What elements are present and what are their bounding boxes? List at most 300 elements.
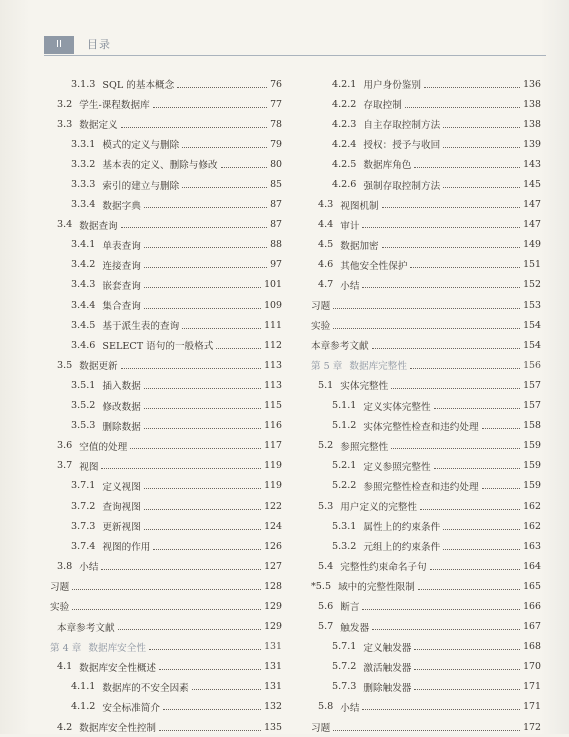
toc-entry-title: 小结 — [79, 562, 99, 574]
toc-entry[interactable] — [50, 295, 282, 315]
toc-leader-dots — [434, 468, 521, 469]
toc-page-number: 172 — [523, 721, 541, 733]
toc-entry-number: 5.3.1 — [332, 520, 357, 532]
toc-entry-number: 3.5 — [57, 359, 73, 371]
toc-entry[interactable] — [311, 114, 541, 134]
toc-page-number: 159 — [523, 480, 541, 492]
toc-leader-dots — [101, 468, 261, 469]
toc-leader-dots — [443, 127, 520, 128]
toc-page-number: 135 — [264, 721, 282, 733]
toc-page-number: 138 — [523, 98, 541, 110]
toc-entry[interactable] — [311, 436, 541, 456]
page-header — [44, 36, 546, 54]
toc-entry-title: 习题 — [311, 723, 331, 735]
toc-page-number: 87 — [270, 199, 282, 211]
toc-entry[interactable] — [50, 74, 282, 94]
toc-entry[interactable] — [50, 496, 282, 516]
toc-entry[interactable] — [311, 697, 541, 717]
toc-entry[interactable] — [50, 456, 282, 476]
toc-entry-number: 5.3.2 — [332, 540, 357, 552]
toc-leader-dots — [144, 428, 261, 429]
toc-page-number: 129 — [264, 621, 282, 633]
toc-entry[interactable] — [311, 134, 541, 154]
toc-entry[interactable] — [50, 94, 282, 114]
toc-entry-title: 数据查询 — [79, 220, 118, 232]
toc-entry-number: 3.3.3 — [71, 179, 96, 191]
toc-entry-number: 4.7 — [318, 279, 334, 291]
toc-entry-number: 4.3 — [318, 199, 334, 211]
toc-leader-dots — [144, 207, 267, 208]
toc-entry-title: 小结 — [340, 702, 360, 714]
toc-entry[interactable] — [311, 556, 541, 576]
toc-leader-dots — [434, 408, 521, 409]
toc-leader-dots — [333, 730, 520, 731]
toc-page-number: 79 — [270, 138, 282, 150]
toc-leader-dots — [333, 328, 520, 329]
toc-entry[interactable] — [311, 456, 541, 476]
toc-entry-number: 3.2 — [57, 98, 73, 110]
toc-entry-title: 参照完整性 — [340, 441, 389, 453]
toc-leader-dots — [182, 328, 261, 329]
toc-entry[interactable] — [311, 375, 541, 395]
toc-entry-title: 授权：授予与收回 — [363, 140, 441, 152]
toc-entry-number: 3.7.3 — [71, 520, 96, 532]
toc-entry-title: 数据加密 — [340, 240, 379, 252]
toc-entry-number: 5.2.2 — [332, 480, 357, 492]
toc-leader-dots — [410, 368, 520, 369]
toc-entry-number: 第 4 章 — [50, 642, 82, 654]
toc-leader-dots — [420, 509, 520, 510]
toc-entry-title: 数据库完整性 — [349, 361, 407, 373]
toc-entry[interactable] — [311, 596, 541, 616]
toc-entry-number: 4.2.6 — [332, 179, 357, 191]
toc-entry-title: 实验 — [311, 321, 331, 333]
toc-column-right — [311, 74, 541, 737]
toc-entry-title: SQL 的基本概念 — [102, 80, 175, 92]
toc-leader-dots — [182, 187, 267, 188]
toc-entry[interactable] — [311, 476, 541, 496]
toc-page-number: 154 — [523, 319, 541, 331]
toc-entry-title: 用户定义的完整性 — [340, 502, 418, 514]
toc-page-number: 131 — [264, 681, 282, 693]
toc-page-number: 167 — [523, 621, 541, 633]
toc-entry-title: 实验 — [50, 602, 70, 614]
toc-page-number: 132 — [264, 701, 282, 713]
toc-entry[interactable] — [50, 235, 282, 255]
toc-leader-dots — [414, 167, 520, 168]
toc-chapter-entry[interactable] — [50, 637, 282, 657]
toc-leader-dots — [144, 308, 261, 309]
toc-entry-number: 5.7 — [318, 621, 334, 633]
toc-entry[interactable] — [311, 576, 541, 596]
toc-page-number: 87 — [270, 219, 282, 231]
toc-leader-dots — [391, 448, 520, 449]
toc-leader-dots — [443, 147, 520, 148]
toc-entry-number: 4.2.4 — [332, 138, 357, 150]
toc-page-number: 131 — [264, 661, 282, 673]
toc-entry-number: 3.5.3 — [71, 420, 96, 432]
toc-entry-number: 5.1.2 — [332, 420, 357, 432]
toc-leader-dots — [144, 488, 261, 489]
toc-entry-number: 5.6 — [318, 600, 334, 612]
toc-column-left — [50, 74, 282, 737]
toc-entry-number: 5.1 — [318, 379, 334, 391]
toc-leader-dots — [121, 227, 267, 228]
toc-entry[interactable] — [311, 74, 541, 94]
toc-entry-number: 4.5 — [318, 239, 334, 251]
toc-leader-dots — [182, 147, 267, 148]
toc-leader-dots — [424, 87, 520, 88]
toc-entry-number: 3.4.6 — [71, 339, 96, 351]
toc-leader-dots — [177, 87, 267, 88]
toc-leader-dots — [482, 488, 521, 489]
toc-page-number: 157 — [523, 379, 541, 391]
toc-entry-number: 4.1.1 — [71, 681, 96, 693]
toc-page-number: 154 — [523, 339, 541, 351]
toc-leader-dots — [418, 589, 520, 590]
toc-leader-dots — [149, 649, 261, 650]
toc-entry-number: 3.3.1 — [71, 138, 96, 150]
toc-entry-title: 学生-课程数据库 — [79, 100, 150, 112]
toc-entry-number: 3.3.2 — [71, 158, 96, 170]
toc-entry[interactable] — [311, 154, 541, 174]
toc-entry-title: 数据字典 — [102, 200, 141, 212]
toc-entry-title: 完整性约束命名子句 — [340, 562, 427, 574]
toc-entry-number: 5.1.1 — [332, 400, 357, 412]
toc-leader-dots — [144, 287, 261, 288]
toc-page-number: 165 — [523, 580, 541, 592]
toc-entry-title: 元组上的约束条件 — [363, 542, 441, 554]
toc-leader-dots — [410, 267, 520, 268]
toc-entry[interactable] — [50, 476, 282, 496]
toc-entry[interactable] — [50, 174, 282, 194]
toc-page-number: 159 — [523, 460, 541, 472]
toc-entry-number: 3.7.1 — [71, 480, 96, 492]
toc-leader-dots — [221, 167, 268, 168]
toc-page-number: 157 — [523, 400, 541, 412]
toc-entry[interactable] — [50, 315, 282, 335]
toc-entry[interactable] — [50, 536, 282, 556]
toc-entry[interactable] — [311, 215, 541, 235]
toc-entry[interactable] — [50, 416, 282, 436]
toc-entry-title: 实体完整性 — [340, 381, 389, 393]
toc-entry[interactable] — [50, 335, 282, 355]
toc-leader-dots — [362, 287, 520, 288]
toc-leader-dots — [72, 609, 261, 610]
toc-entry-number: *5.5 — [311, 580, 332, 592]
toc-leader-dots — [333, 308, 520, 309]
toc-entry[interactable] — [311, 195, 541, 215]
toc-page-number: 115 — [264, 400, 282, 412]
toc-entry[interactable] — [311, 516, 541, 536]
toc-entry-title: 单表查询 — [102, 240, 141, 252]
toc-entry[interactable] — [311, 416, 541, 436]
toc-entry-number: 4.6 — [318, 259, 334, 271]
toc-page-number: 162 — [523, 500, 541, 512]
toc-entry-number: 3.4.2 — [71, 259, 96, 271]
toc-page-number: 152 — [523, 279, 541, 291]
toc-entry-title: 索引的建立与删除 — [102, 180, 180, 192]
toc-page-number: 139 — [523, 138, 541, 150]
toc-leader-dots — [130, 448, 261, 449]
toc-entry[interactable] — [50, 657, 282, 677]
toc-entry[interactable] — [311, 657, 541, 677]
toc-leader-dots — [405, 107, 520, 108]
toc-entry[interactable] — [50, 375, 282, 395]
toc-entry[interactable] — [311, 496, 541, 516]
toc-entry[interactable] — [311, 295, 541, 315]
header-title: 目录 — [87, 38, 111, 51]
toc-entry-number: 3.6 — [57, 440, 73, 452]
toc-page-number: 131 — [264, 641, 282, 653]
toc-page-number: 101 — [264, 279, 282, 291]
toc-entry-title: 激活触发器 — [363, 662, 412, 674]
toc-entry-title: 数据库安全性概述 — [79, 662, 157, 674]
toc-entry-title: 域中的完整性限制 — [338, 582, 415, 594]
toc-leader-dots — [144, 509, 261, 510]
toc-entry[interactable] — [50, 617, 282, 637]
toc-entry-title: 定义视图 — [102, 481, 141, 493]
toc-page-number: 112 — [264, 339, 282, 351]
toc-entry-title: 自主存取控制方法 — [363, 120, 441, 132]
toc-entry-title: 习题 — [311, 301, 331, 313]
toc-leader-dots — [118, 629, 262, 630]
toc-entry-number: 第 5 章 — [311, 361, 343, 373]
toc-entry-number: 3.7.2 — [71, 500, 96, 512]
toc-entry[interactable] — [311, 637, 541, 657]
toc-entry-title: 基本表的定义、删除与修改 — [102, 160, 218, 172]
page-number-badge: II — [44, 36, 74, 54]
toc-leader-dots — [430, 569, 520, 570]
toc-page-number: 159 — [523, 440, 541, 452]
toc-page-number: 126 — [264, 540, 282, 552]
toc-entry-title: 习题 — [50, 582, 70, 594]
toc-entry-title: 安全标准简介 — [102, 702, 160, 714]
toc-entry[interactable] — [50, 154, 282, 174]
toc-entry[interactable] — [311, 255, 541, 275]
toc-leader-dots — [144, 388, 261, 389]
toc-entry-title: 小结 — [340, 280, 360, 292]
toc-page-number: 145 — [523, 179, 541, 191]
toc-entry[interactable] — [311, 315, 541, 335]
toc-page-number: 171 — [523, 681, 541, 693]
toc-leader-dots — [144, 529, 261, 530]
toc-entry[interactable] — [311, 717, 541, 737]
toc-entry[interactable] — [311, 275, 541, 295]
toc-leader-dots — [382, 207, 520, 208]
toc-entry-number: 3.4.4 — [71, 299, 96, 311]
toc-leader-dots — [121, 127, 267, 128]
toc-entry-number: 3.8 — [57, 560, 73, 572]
toc-page-number: 164 — [523, 560, 541, 572]
toc-page-number: 166 — [523, 600, 541, 612]
toc-entry[interactable] — [50, 195, 282, 215]
toc-entry-number: 3.7 — [57, 460, 73, 472]
toc-entry[interactable] — [311, 617, 541, 637]
toc-page-number: 162 — [523, 520, 541, 532]
toc-page-number: 117 — [264, 440, 282, 452]
toc-entry[interactable] — [50, 677, 282, 697]
toc-chapter-entry[interactable] — [311, 355, 541, 375]
toc-entry-number: 4.2 — [57, 721, 73, 733]
toc-page-number: 147 — [523, 219, 541, 231]
toc-page-number: 158 — [523, 420, 541, 432]
toc-page-number: 151 — [523, 259, 541, 271]
toc-entry-title: 插入数据 — [102, 381, 141, 393]
toc-page-number: 116 — [264, 420, 282, 432]
toc-page-number: 122 — [264, 500, 282, 512]
header-divider — [44, 55, 546, 56]
toc-entry[interactable] — [50, 556, 282, 576]
toc-entry[interactable] — [311, 94, 541, 114]
toc-entry[interactable] — [311, 335, 541, 355]
toc-entry[interactable] — [50, 396, 282, 416]
toc-entry-number: 4.1 — [57, 661, 73, 673]
toc-entry-title: 集合查询 — [102, 301, 141, 313]
toc-entry-number: 3.5.2 — [71, 400, 96, 412]
toc-entry-title: 定义触发器 — [363, 642, 412, 654]
toc-leader-dots — [414, 669, 520, 670]
toc-entry-title: 修改数据 — [102, 401, 141, 413]
toc-entry-number: 4.4 — [318, 219, 334, 231]
toc-entry-title: 数据库安全性控制 — [79, 723, 157, 735]
toc-page-number: 156 — [523, 359, 541, 371]
toc-entry-number: 5.7.3 — [332, 681, 357, 693]
toc-entry[interactable] — [50, 596, 282, 616]
toc-leader-dots — [362, 227, 520, 228]
toc-leader-dots — [391, 388, 520, 389]
toc-entry[interactable] — [50, 275, 282, 295]
toc-leader-dots — [121, 368, 261, 369]
toc-leader-dots — [382, 247, 520, 248]
toc-entry-number: 4.2.3 — [332, 118, 357, 130]
toc-entry-number: 5.2.1 — [332, 460, 357, 472]
toc-leader-dots — [362, 709, 520, 710]
toc-entry[interactable] — [311, 174, 541, 194]
toc-page-number: 80 — [270, 158, 282, 170]
toc-entry[interactable] — [50, 436, 282, 456]
toc-page-number: 153 — [523, 299, 541, 311]
toc-entry-number: 3.3.4 — [71, 199, 96, 211]
toc-entry[interactable] — [50, 717, 282, 737]
toc-entry-title: 基于派生表的查询 — [102, 321, 180, 333]
toc-leader-dots — [482, 428, 521, 429]
toc-leader-dots — [192, 689, 261, 690]
toc-entry-title: 数据库角色 — [363, 160, 412, 172]
toc-page-number: 136 — [523, 78, 541, 90]
toc-entry-title: 属性上的约束条件 — [363, 522, 441, 534]
toc-entry[interactable] — [50, 516, 282, 536]
toc-leader-dots — [362, 609, 520, 610]
toc-entry-number: 4.2.1 — [332, 78, 357, 90]
toc-page-number: 113 — [264, 379, 282, 391]
toc-entry-title: 定义参照完整性 — [363, 461, 431, 473]
toc-entry[interactable] — [311, 536, 541, 556]
toc-page-number: 143 — [523, 158, 541, 170]
toc-entry-title: 数据库安全性 — [88, 642, 146, 654]
toc-entry[interactable] — [50, 134, 282, 154]
toc-entry-title: 本章参考文献 — [57, 622, 115, 634]
toc-entry[interactable] — [50, 576, 282, 596]
toc-page-number: 171 — [523, 701, 541, 713]
toc-leader-dots — [144, 247, 267, 248]
toc-entry-number: 5.4 — [318, 560, 334, 572]
toc-entry-title: 查询视图 — [102, 502, 141, 514]
toc-entry-title: 模式的定义与删除 — [102, 140, 180, 152]
toc-entry-title: 连接查询 — [102, 260, 141, 272]
toc-leader-dots — [163, 709, 261, 710]
toc-page-number: 119 — [264, 480, 282, 492]
toc-entry-number: 5.7.2 — [332, 661, 357, 673]
toc-page-number: 85 — [270, 179, 282, 191]
toc-leader-dots — [372, 629, 520, 630]
toc-page-number: 78 — [270, 118, 282, 130]
toc-entry-title: SELECT 语句的一般格式 — [102, 341, 214, 353]
toc-entry-number: 4.1.2 — [71, 701, 96, 713]
toc-entry-title: 数据定义 — [79, 120, 118, 132]
toc-entry-title: 视图机制 — [340, 200, 379, 212]
toc-entry-title: 用户身份鉴别 — [363, 80, 421, 92]
toc-page-number: 111 — [264, 319, 282, 331]
toc-page-number: 127 — [264, 560, 282, 572]
toc-entry-title: 强制存取控制方法 — [363, 180, 441, 192]
toc-entry-title: 其他安全性保护 — [340, 260, 408, 272]
toc-page-number: 168 — [523, 641, 541, 653]
toc-page-number: 124 — [264, 520, 282, 532]
toc-page-number: 97 — [270, 259, 282, 271]
toc-page-number: 77 — [270, 98, 282, 110]
toc-entry[interactable] — [50, 697, 282, 717]
toc-leader-dots — [159, 669, 261, 670]
toc-entry-title: 定义实体完整性 — [363, 401, 431, 413]
toc-leader-dots — [414, 689, 520, 690]
toc-entry-number: 4.2.5 — [332, 158, 357, 170]
toc-entry-number: 5.8 — [318, 701, 334, 713]
toc-page-number: 147 — [523, 199, 541, 211]
toc-entry[interactable] — [50, 355, 282, 375]
toc-leader-dots — [72, 589, 261, 590]
toc-entry[interactable] — [311, 677, 541, 697]
toc-entry-title: 更新视图 — [102, 522, 141, 534]
toc-page-number: 109 — [264, 299, 282, 311]
toc-entry-number: 5.3 — [318, 500, 334, 512]
toc-page-number: 113 — [264, 359, 282, 371]
toc-entry-number: 3.4.5 — [71, 319, 96, 331]
toc-entry-number: 5.7.1 — [332, 641, 357, 653]
toc-entry[interactable] — [50, 255, 282, 275]
toc-leader-dots — [101, 569, 261, 570]
toc-entry-number: 4.2.2 — [332, 98, 357, 110]
toc-entry-title: 删除触发器 — [363, 682, 412, 694]
toc-entry-number: 3.4.3 — [71, 279, 96, 291]
toc-entry-number: 3.1.3 — [71, 78, 96, 90]
toc-entry-number: 3.4 — [57, 219, 73, 231]
toc-entry-title: 视图 — [79, 461, 99, 473]
toc-leader-dots — [443, 549, 520, 550]
toc-entry[interactable] — [311, 235, 541, 255]
toc-leader-dots — [443, 187, 520, 188]
toc-entry[interactable] — [311, 396, 541, 416]
toc-entry-number: 3.3 — [57, 118, 73, 130]
toc-entry-number: 3.5.1 — [71, 379, 96, 391]
toc-entry-title: 审计 — [340, 220, 360, 232]
toc-page-number: 119 — [264, 460, 282, 472]
toc-leader-dots — [443, 529, 520, 530]
toc-page-number: 128 — [264, 580, 282, 592]
toc-entry-title: 断言 — [340, 602, 360, 614]
toc-entry[interactable] — [50, 114, 282, 134]
toc-entry[interactable] — [50, 215, 282, 235]
